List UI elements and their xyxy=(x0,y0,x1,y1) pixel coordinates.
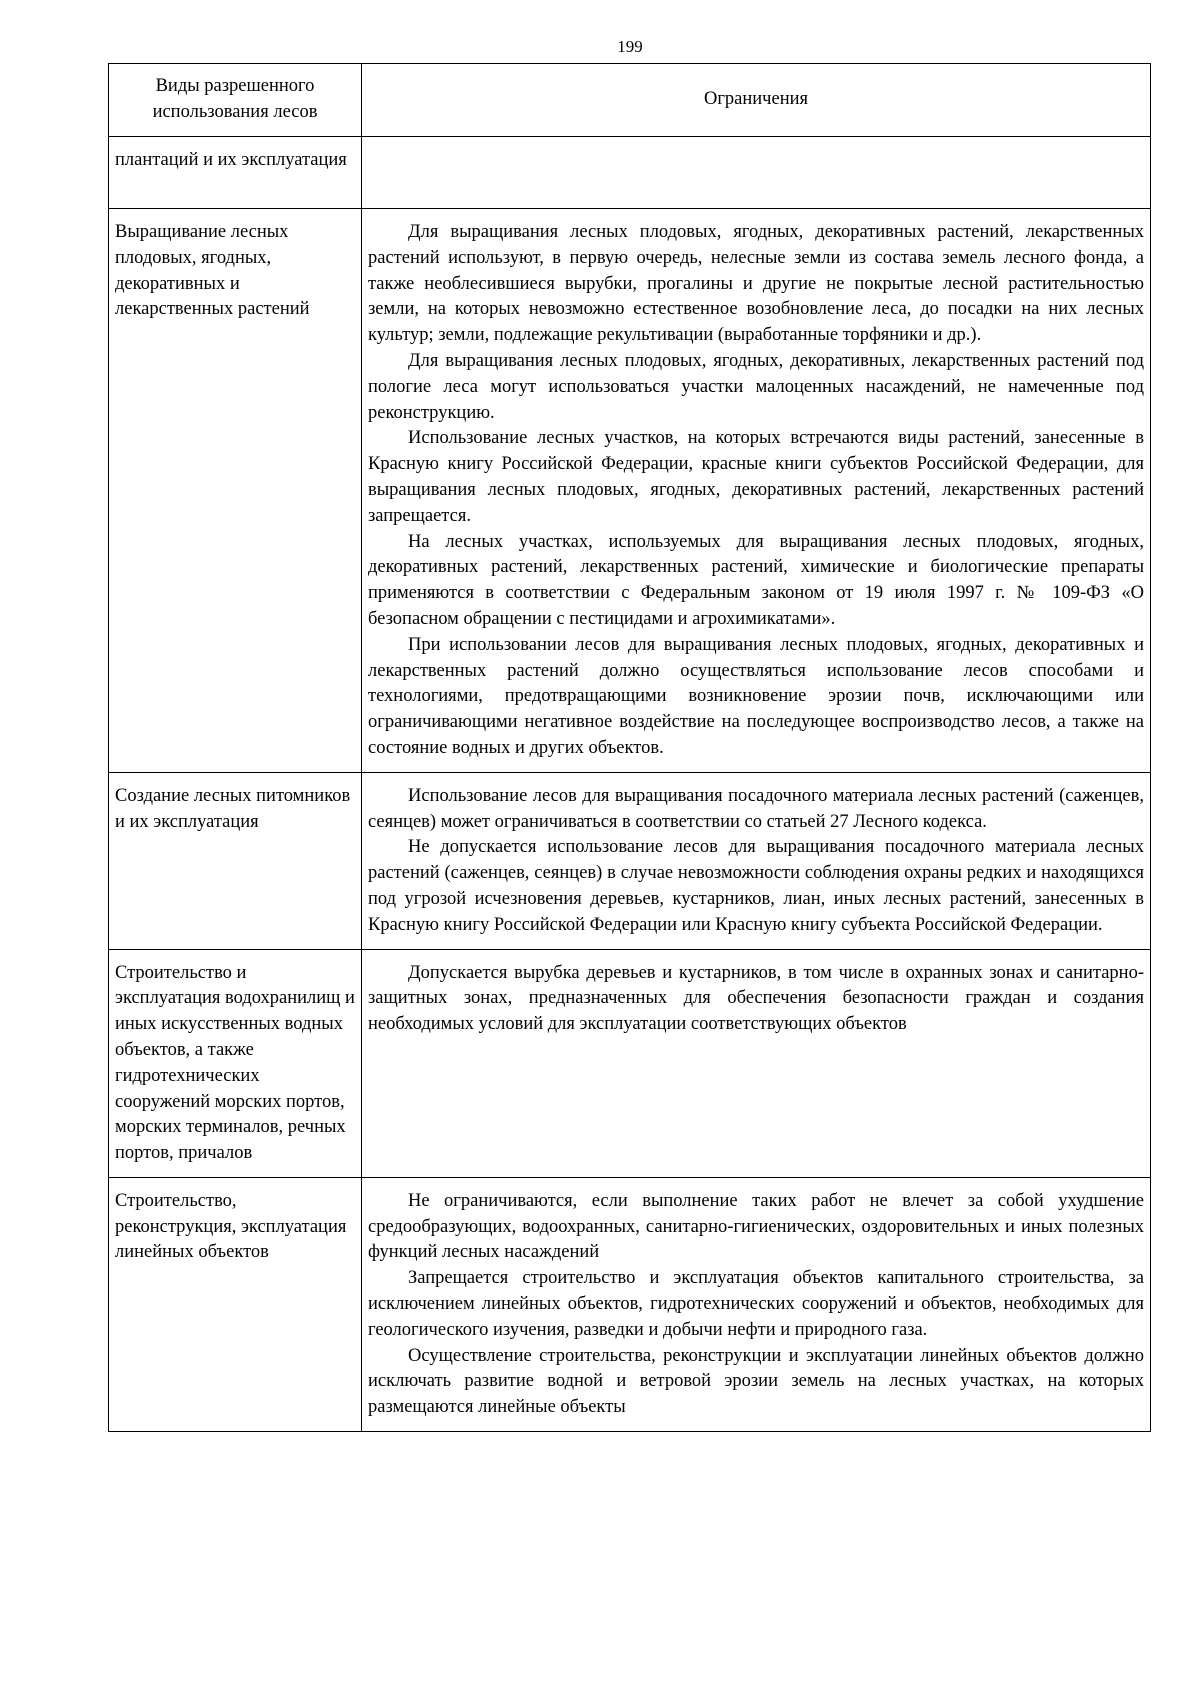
table-row xyxy=(109,137,1151,209)
use-type-cell: Строительство и эксплуатация водохранилищ и иных искусственных водных объектов, а также гидротехнических сооружений морских портов, морских терминалов, речных портов, причалов xyxy=(109,949,362,1177)
restriction-paragraph: Для выращивания лесных плодовых, ягодных, декоративных, лекарственных растений под пологие леса могут использоваться участки малоценных насаждений, не намеченные под реконструкцию. xyxy=(368,350,1144,423)
restriction-paragraph: Использование лесов для выращивания посадочного материала лесных растений (саженцев, сеянцев) может ограничиваться в соответствии со статьей 27 Лесного кодекса. xyxy=(368,785,1144,832)
use-type-cell: Строительство, реконструкция, эксплуатация линейных объектов xyxy=(109,1177,362,1431)
restriction-paragraph: Использование лесных участков, на которых встречаются виды растений, занесенные в Красную книгу Российской Федерации, красные книги субъектов Российской Федерации, для выращивания лесных плодовых, ягодных, декоративных растений, лекарственных растений запрещается. xyxy=(368,428,1144,526)
restriction-paragraph: Не допускается использование лесов для выращивания посадочного материала лесных растений (саженцев, сеянцев) в случае невозможности соблюдения охраны редких и находящихся под угрозой исчезновения деревьев, кустарников, лиан, иных лесных растений, занесенных в Красную книгу Российской Федерации или Красную книгу субъекта Российской Федерации. xyxy=(368,837,1144,935)
header-restrictions: Ограничения xyxy=(362,64,1151,137)
restriction-cell xyxy=(362,772,1151,949)
use-type-cell: Создание лесных питомников и их эксплуатация xyxy=(109,772,362,949)
restriction-paragraph: Запрещается строительство и эксплуатация объектов капитального строительства, за исключением линейных объектов, гидротехнических сооружений и объектов, необходимых для геологического изучения, разведки и добычи нефти и природного газа. xyxy=(368,1268,1144,1340)
restriction-paragraph: Осуществление строительства, реконструкции и эксплуатации линейных объектов должно исключать развитие водной и ветровой эрозии земель на лесных участках, на которых размещаются линейные объекты xyxy=(368,1345,1144,1418)
restriction-paragraph: На лесных участках, используемых для выращивания лесных плодовых, ягодных, декоративных растений, лекарственных растений, химические и биологические препараты применяются в соответствии с Федеральным законом от 19 июля 1997 г. № 109-ФЗ «О безопасном обращении с пестицидами и агрохимикатами». xyxy=(368,531,1144,629)
restriction-paragraph: Для выращивания лесных плодовых, ягодных, декоративных растений, лекарственных растений используют, в первую очередь, нелесные земли из состава земель лесного фонда, а также необлесившиеся вырубки, прогалины и другие не покрытые лесной растительностью земли, на которых невозможно естественное возобновление леса, до посадки на них лесных культур; земли, подлежащие рекультивации (выработанные торфяники и др.). xyxy=(368,222,1144,346)
table-row xyxy=(109,772,1151,949)
table-row xyxy=(109,1177,1151,1431)
restriction-paragraph: При использовании лесов для выращивания лесных плодовых, ягодных, декоративных и лекарственных растений должно осуществляться использование лесов способами и технологиями, предотвращающими возникновение эрозии почв, исключающими или ограничивающими негативное воздействие на последующее воспроизводство лесов, а также на состояние водных и других объектов. xyxy=(368,634,1144,758)
table-header-row xyxy=(109,64,1151,137)
table-row xyxy=(109,949,1151,1177)
restriction-paragraph: Не ограничиваются, если выполнение таких работ не влечет за собой ухудшение средообразующих, водоохранных, санитарно-гигиенических, оздоровительных и иных полезных функций лесных насаждений xyxy=(368,1190,1144,1263)
forest-use-restrictions-table xyxy=(108,63,1151,1432)
restriction-cell xyxy=(362,949,1151,1177)
restriction-cell xyxy=(362,209,1151,773)
table-row xyxy=(109,209,1151,773)
restriction-cell xyxy=(362,1177,1151,1431)
page-number: 199 xyxy=(617,37,643,56)
restriction-cell xyxy=(362,137,1151,209)
header-use-type: Виды разрешенного использования лесов xyxy=(109,64,362,137)
use-type-cell: плантаций и их эксплуатация xyxy=(109,137,362,209)
use-type-cell: Выращивание лесных плодовых, ягодных, декоративных и лекарственных растений xyxy=(109,209,362,773)
restriction-paragraph: Допускается вырубка деревьев и кустарников, в том числе в охранных зонах и санитарно-защитных зонах, предназначенных для обеспечения безопасности граждан и создания необходимых условий для эксплуатации соответствующих объектов xyxy=(368,962,1144,1035)
